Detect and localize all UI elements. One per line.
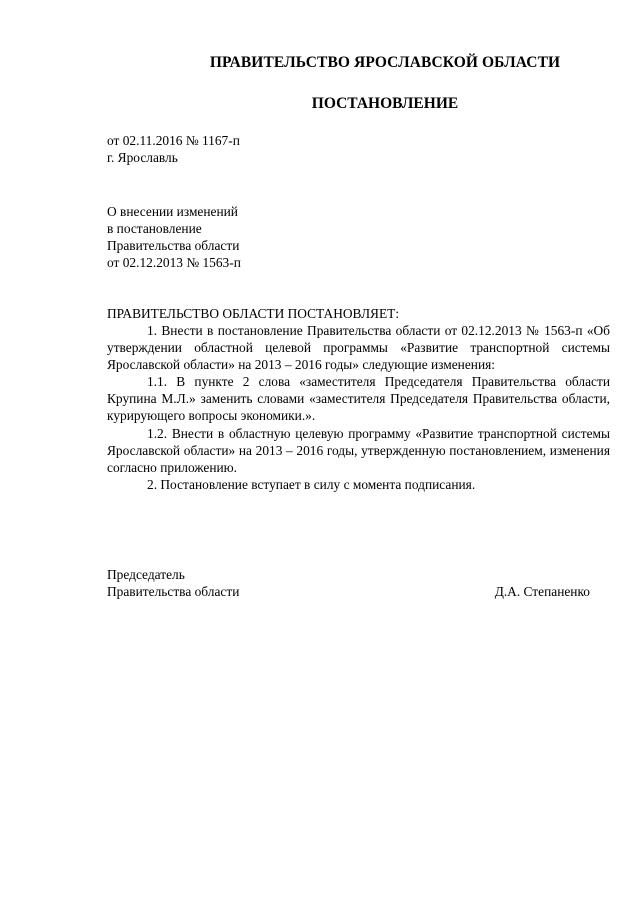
subject-line-4: от 02.12.2013 № 1563-п: [107, 255, 241, 270]
paragraph-1-1: 1.1. В пункте 2 слова «заместителя Председателя Правительства области Крупина М.Л.» заменить словами «заместителя Председателя Правительства области, курирующего вопросы экономики.».: [107, 374, 610, 424]
paragraph-1: 1. Внести в постановление Правительства области от 02.12.2013 № 1563-п «Об утверждении областной целевой программы «Развитие транспортной системы Ярославской области» на 2013 – 2016 годы» следующие изменения:: [107, 323, 610, 373]
subject-line-2: в постановление: [107, 221, 202, 236]
subject-line-1: О внесении изменений: [107, 204, 238, 219]
resolution-body: [107, 322, 610, 493]
signer-title-line-1: Председатель: [107, 567, 185, 582]
document-type-title: ПОСТАНОВЛЕНИЕ: [311, 95, 459, 112]
signer-title-line-2: Правительства области: [107, 584, 240, 599]
resolves-heading: ПРАВИТЕЛЬСТВО ОБЛАСТИ ПОСТАНОВЛЯЕТ:: [107, 306, 400, 321]
paragraph-1-2: 1.2. Внести в областную целевую программу «Развитие транспортной системы Ярославской области» на 2013 – 2016 годы, утвержденную постановлением, изменения согласно приложению.: [107, 425, 610, 475]
city: г. Ярославль: [107, 150, 178, 165]
subject-line-3: Правительства области: [107, 238, 240, 253]
signer-name: Д.А. Степаненко: [494, 584, 590, 599]
paragraph-2: 2. Постановление вступает в силу с момента подписания.: [147, 476, 476, 492]
organization-title: ПРАВИТЕЛЬСТВО ЯРОСЛАВСКОЙ ОБЛАСТИ: [209, 54, 561, 71]
date-number: от 02.11.2016 № 1167-п: [107, 133, 240, 148]
